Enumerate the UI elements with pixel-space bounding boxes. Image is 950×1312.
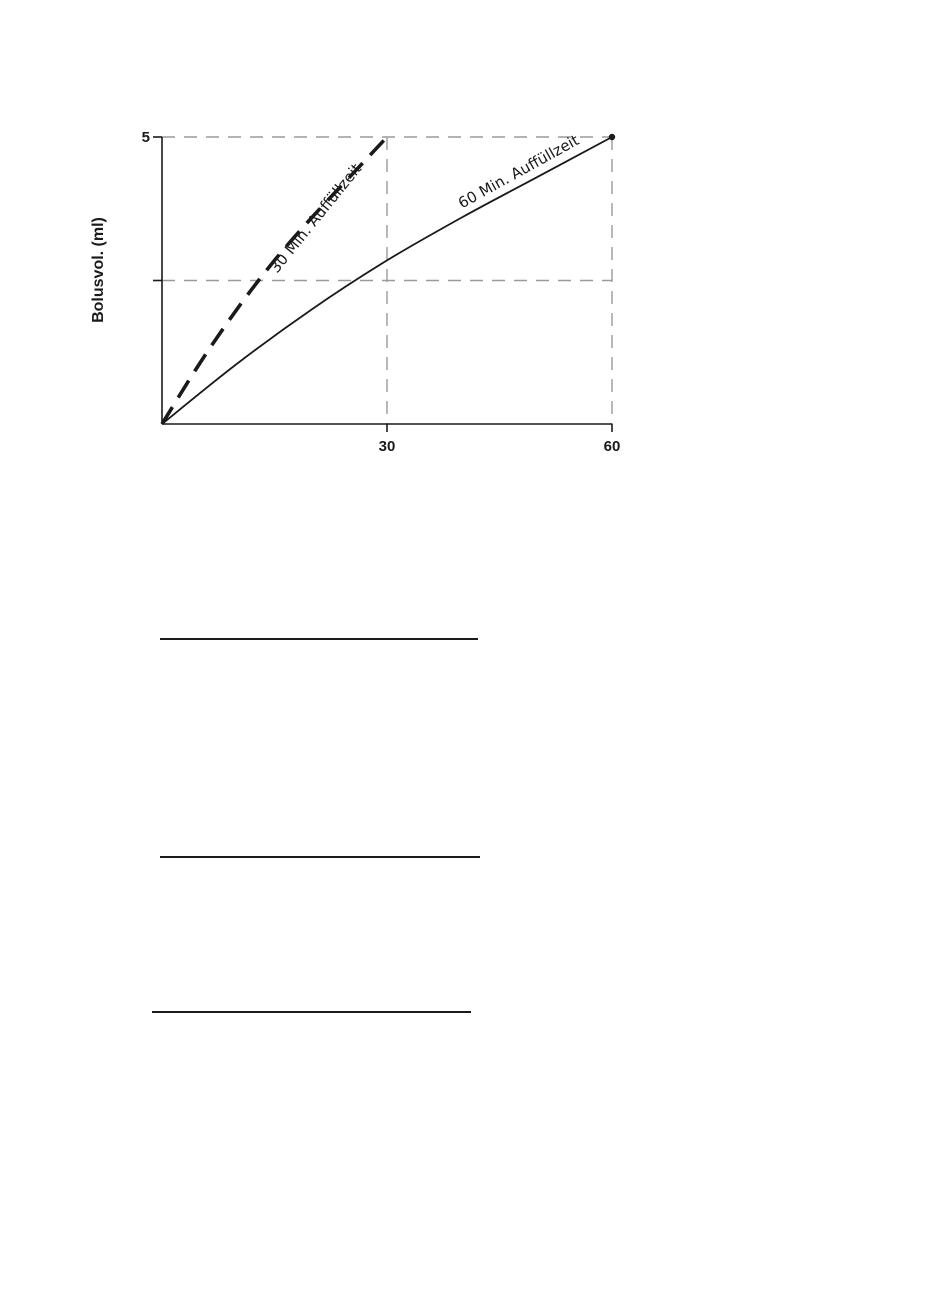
x-tick-label: 30 [378,438,396,455]
series-label-30-min: 30 Min. Auffüllzeit [266,160,366,277]
answer-line-3 [152,1011,471,1013]
x-tick-label: 60 [603,438,621,455]
grid-lines [162,137,612,424]
tick-labels [142,129,621,455]
answer-line-1 [160,638,478,640]
series [162,131,615,424]
answer-line-2 [160,856,480,858]
y-axis-title: Bolusvol. (ml) [90,217,107,323]
y-tick-label: 5 [141,129,150,146]
series-end-point [609,134,615,140]
series-label-60-min: 60 Min. Auffüllzeit [455,131,583,213]
axes [153,137,612,432]
